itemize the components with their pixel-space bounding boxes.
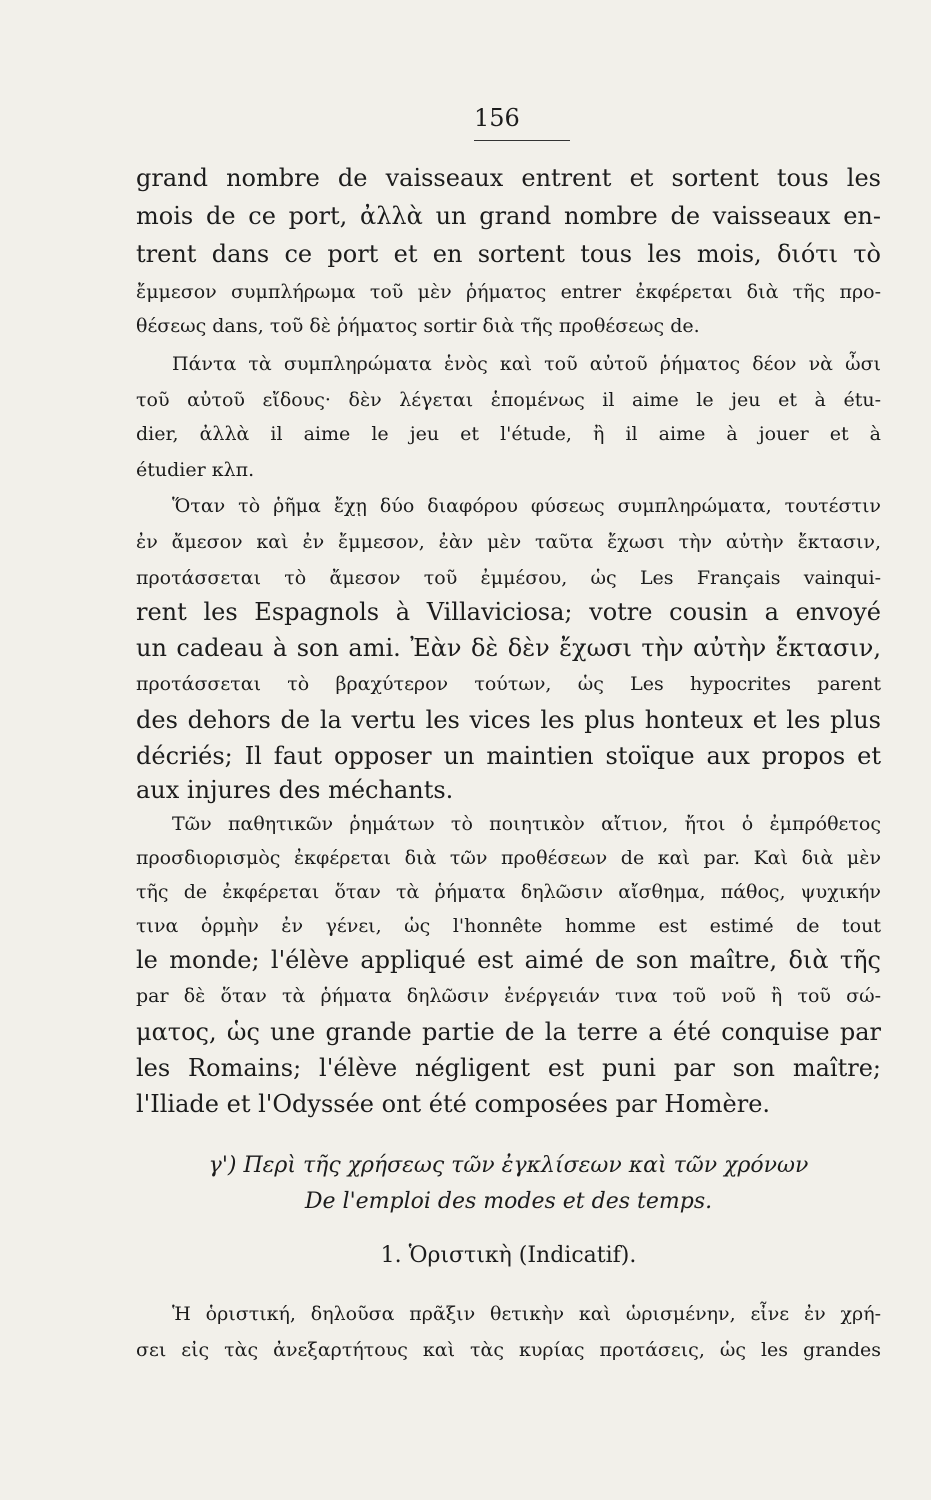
text-line: ἐν ἄμεσον καὶ ἐν ἔμμεσον, ἐὰν μὲν ταῦτα ἔχωσι τὴν αὐτὴν ἔκτασιν, (136, 531, 881, 553)
text-line: par δὲ ὅταν τὰ ῥήματα δηλῶσιν ἐνέργειάν τινα τοῦ νοῦ ἢ τοῦ σώ- (136, 985, 881, 1007)
page-number-rule (474, 140, 570, 141)
text-line: ματος, ὡς une grande partie de la terre a été conquise par (136, 1018, 881, 1046)
text-line: dier, ἀλλὰ il aime le jeu et l'étude, ἢ il aime à jouer et à (136, 423, 881, 445)
text-line: προτάσσεται τὸ ἄμεσον τοῦ ἐμμέσου, ὡς Les Français vainqui- (136, 567, 881, 589)
text-line: Πάντα τὰ συμπληρώματα ἑνὸς καὶ τοῦ αὐτοῦ ῥήματος δέον νὰ ὦσι (172, 353, 881, 375)
text-line: aux injures des méchants. (136, 776, 454, 804)
text-line: des dehors de la vertu les vices les plus honteux et les plus (136, 706, 881, 734)
text-line: rent les Espagnols à Villaviciosa; votre cousin a envoyé (136, 598, 881, 626)
text-line: τῆς de ἐκφέρεται ὅταν τὰ ῥήματα δηλῶσιν αἴσθημα, πάθος, ψυχικήν (136, 881, 881, 903)
text-line: Τῶν παθητικῶν ῥημάτων τὸ ποιητικὸν αἴτιον, ἤτοι ὁ ἐμπρόθετος (172, 813, 881, 835)
section-heading-greek: γ') Περὶ τῆς χρήσεως τῶν ἐγκλίσεων καὶ τῶν χρόνων (208, 1153, 809, 1178)
text-line: προσδιορισμὸς ἐκφέρεται διὰ τῶν προθέσεων de καὶ par. Καὶ διὰ μὲν (136, 847, 881, 869)
text-line: un cadeau à son ami. Ἐὰν δὲ δὲν ἔχωσι τὴν αὐτὴν ἔκτασιν, (136, 634, 881, 662)
text-line: τινα ὁρμὴν ἐν γένει, ὡς l'honnête homme est estimé de tout (136, 915, 881, 937)
text-line: les Romains; l'élève négligent est puni par son maître; (136, 1054, 881, 1082)
text-line: σει εἰς τὰς ἀνεξαρτήτους καὶ τὰς κυρίας προτάσεις, ὡς les grandes (136, 1339, 881, 1361)
section-heading-french: De l'emploi des modes et des temps. (304, 1189, 713, 1214)
text-line: décriés; Il faut opposer un maintien stoïque aux propos et (136, 742, 881, 770)
text-line: le monde; l'élève appliqué est aimé de son maître, διὰ τῆς (136, 946, 881, 974)
text-line: l'Iliade et l'Odyssée ont été composées par Homère. (136, 1090, 771, 1118)
text-line: τοῦ αὐτοῦ εἴδους· δὲν λέγεται ἑπομένως il aime le jeu et à étu- (136, 389, 881, 411)
text-line: trent dans ce port et en sortent tous les mois, διότι τὸ (136, 240, 881, 268)
text-line: Ὅταν τὸ ῥῆμα ἔχῃ δύο διαφόρου φύσεως συμπληρώματα, τουτέστιν (172, 495, 881, 517)
page-number: 156 (474, 104, 520, 132)
subheading: 1. Ὁριστικὴ (Indicatif). (380, 1243, 637, 1268)
text-line: étudier κλπ. (136, 459, 255, 481)
text-line: θέσεως dans, τοῦ δὲ ῥήματος sortir διὰ τῆς προθέσεως de. (136, 315, 700, 337)
text-line: Ἡ ὁριστική, δηλοῦσα πρᾶξιν θετικὴν καὶ ὡρισμένην, εἶνε ἐν χρή- (172, 1303, 881, 1325)
text-line: ἔμμεσον συμπλήρωμα τοῦ μὲν ῥήματος entrer ἐκφέρεται διὰ τῆς προ- (136, 281, 881, 303)
text-line: προτάσσεται τὸ βραχύτερον τούτων, ὡς Les hypocrites parent (136, 673, 881, 695)
text-line: mois de ce port, ἀλλὰ un grand nombre de vaisseaux en- (136, 202, 881, 230)
text-line: grand nombre de vaisseaux entrent et sortent tous les (136, 164, 881, 192)
